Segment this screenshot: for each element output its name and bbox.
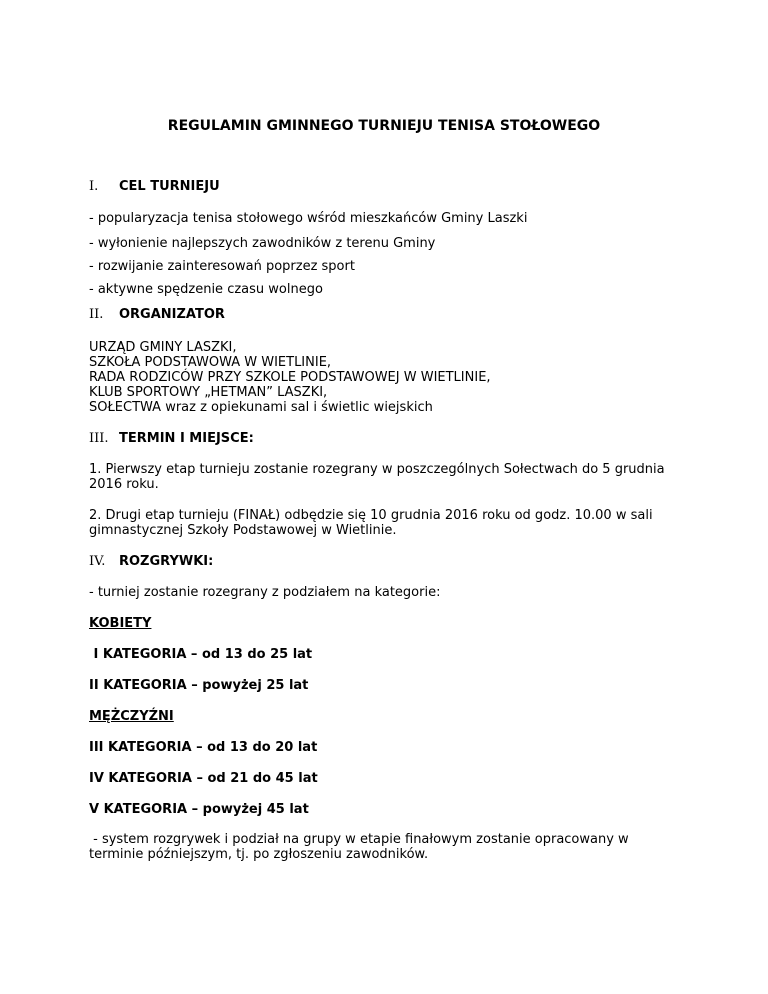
schedule-paragraph-line: 1. Pierwszy etap turnieju zostanie rozegrany w poszczególnych Sołectwach do 5 grudnia [89,462,665,477]
section-title: ORGANIZATOR [119,307,225,322]
section-number: IV. [89,554,106,569]
women-category-label: KOBIETY [89,616,152,631]
section-number: III. [89,431,109,446]
organizer-line: SOŁECTWA wraz z opiekunami sal i świetlic wiejskich [89,400,433,415]
goal-item: - wyłonienie najlepszych zawodników z terenu Gminy [89,236,436,251]
schedule-paragraph-line: 2016 roku. [89,477,159,492]
schedule-paragraph-line: 2. Drugi etap turnieju (FINAŁ) odbędzie się 10 grudnia 2016 roku od godz. 10.00 w sali [89,508,653,523]
section-heading-organizer [89,307,225,323]
organizer-line: KLUB SPORTOWY „HETMAN” LASZKI, [89,385,328,400]
section-title: TERMIN I MIEJSCE: [119,431,254,446]
system-paragraph-line: terminie późniejszym, tj. po zgłoszeniu zawodników. [89,847,429,862]
section-title: ROZGRYWKI: [119,554,214,569]
goal-item: - rozwijanie zainteresowań poprzez sport [89,259,355,274]
section-heading-games [89,554,213,570]
category-line: IV KATEGORIA – od 21 do 45 lat [89,771,318,786]
organizer-line: RADA RODZICÓW PRZY SZKOLE PODSTAWOWEJ W WIETLINIE, [89,370,491,385]
section-number: II. [89,307,104,322]
category-line: II KATEGORIA – powyżej 25 lat [89,678,309,693]
section-number: I. [89,179,99,194]
section-heading-schedule [89,431,254,447]
document-title: REGULAMIN GMINNEGO TURNIEJU TENISA STOŁOWEGO [167,118,601,134]
men-category-label: MĘŻCZYŹNI [89,709,174,724]
goal-item: - aktywne spędzenie czasu wolnego [89,282,323,297]
section-title: CEL TURNIEJU [119,179,220,194]
goal-item: - popularyzacja tenisa stołowego wśród mieszkańców Gminy Laszki [89,211,528,226]
category-line: III KATEGORIA – od 13 do 20 lat [89,740,318,755]
category-line: I KATEGORIA – od 13 do 25 lat [89,647,313,662]
system-paragraph-line: - system rozgrywek i podział na grupy w etapie finałowym zostanie opracowany w [89,832,629,847]
games-intro: - turniej zostanie rozegrany z podziałem na kategorie: [89,585,441,600]
category-line: V KATEGORIA – powyżej 45 lat [89,802,309,817]
schedule-paragraph-line: gimnastycznej Szkoły Podstawowej w Wietlinie. [89,523,397,538]
organizer-line: SZKOŁA PODSTAWOWA W WIETLINIE, [89,355,332,370]
section-heading-goals [89,179,220,195]
organizer-line: URZĄD GMINY LASZKI, [89,340,237,355]
